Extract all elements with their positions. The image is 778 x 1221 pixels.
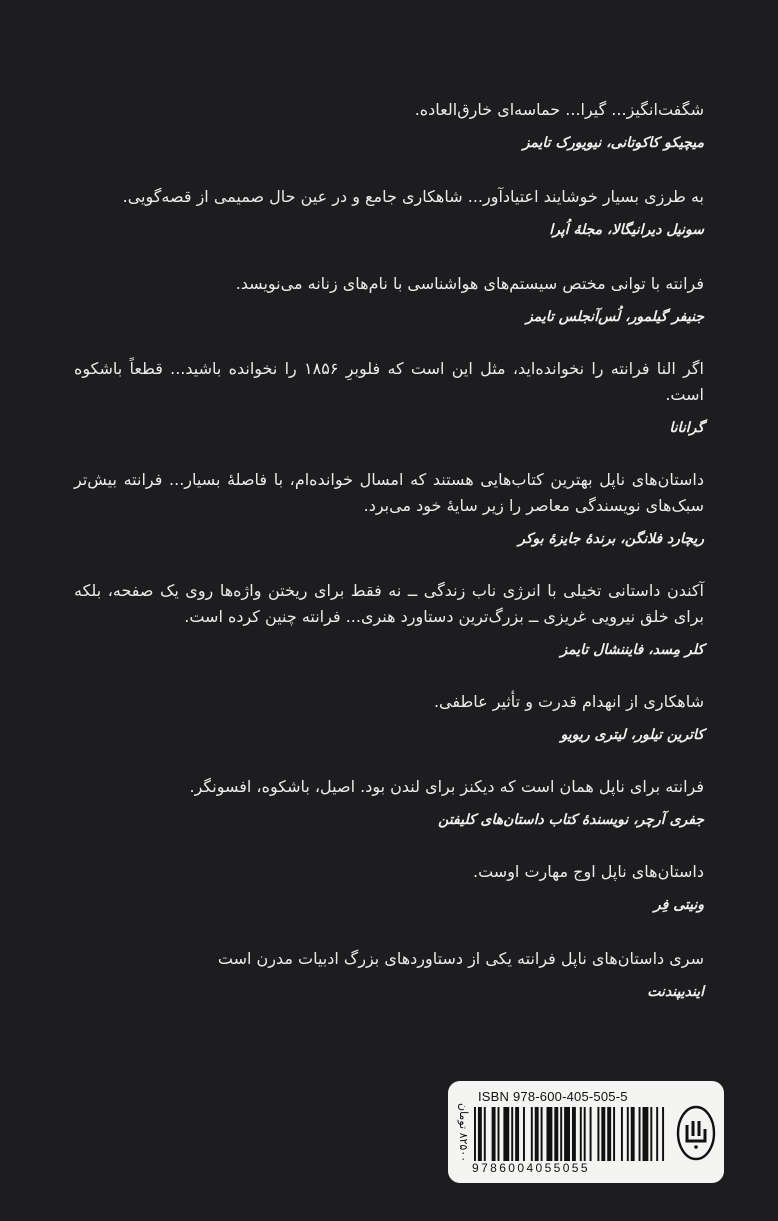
barcode-bar bbox=[656, 1107, 658, 1161]
barcode-bar bbox=[584, 1107, 586, 1161]
blurb-source: سونیل دیرانیگالا، مجلهٔ اُپرا bbox=[549, 222, 704, 238]
blurb bbox=[74, 467, 704, 550]
barcode-bar bbox=[503, 1107, 509, 1161]
blurb bbox=[74, 97, 704, 154]
blurb bbox=[74, 184, 704, 241]
barcode-bar bbox=[642, 1107, 648, 1161]
barcode-bar bbox=[572, 1107, 576, 1161]
barcode-bar bbox=[631, 1107, 635, 1161]
barcode-bar bbox=[613, 1107, 615, 1161]
blurb-quote: فرانته با توانی مختص سیستم‌های هواشناسی با نام‌های زنانه می‌نویسد. bbox=[235, 274, 704, 293]
barcode-bar bbox=[639, 1107, 641, 1161]
barcode-bar bbox=[580, 1107, 582, 1161]
blurb-source: گرانانا bbox=[669, 420, 704, 436]
blurb-quote: اگر النا فرانته را نخوانده‌اید، مثل این است که فلوبرِ ۱۸۵۶ را نخوانده باشید... قطعاً باشکوه است. bbox=[74, 359, 704, 404]
barcode-bar bbox=[531, 1107, 533, 1161]
barcode-bar bbox=[627, 1107, 629, 1161]
barcode-bar bbox=[607, 1107, 611, 1161]
blurb-quote: داستان‌های ناپل بهترین کتاب‌هایی هستند که امسال خوانده‌ام، با فاصلهٔ بسیار... فرانته بیش‌تر سبک‌های نویسندگی معاصر را زیر سایهٔ خود می‌برد. bbox=[74, 470, 704, 515]
barcode-bar bbox=[474, 1107, 476, 1161]
barcode-digits: 9786004055055 bbox=[472, 1161, 590, 1175]
blurb-source: کاترین تیلور، لیتری ریویو bbox=[560, 727, 704, 743]
blurb-quote: شگفت‌انگیز... گیرا... حماسه‌ای خارق‌العاده. bbox=[414, 100, 704, 119]
barcode-bar bbox=[478, 1107, 482, 1161]
barcode-bar bbox=[564, 1107, 570, 1161]
isbn-number: ISBN 978-600-405-505-5 bbox=[478, 1089, 628, 1104]
barcode-bar bbox=[511, 1107, 513, 1161]
barcode-bar bbox=[484, 1107, 486, 1161]
isbn-barcode-label bbox=[448, 1081, 724, 1183]
blurb-source: کلر مِسد، فایننشال تایمز bbox=[560, 642, 704, 658]
blurb-source: جنیفر گیلمور، لُس‌آنجلس تایمز bbox=[526, 309, 704, 325]
barcode-bar bbox=[560, 1107, 562, 1161]
blurb bbox=[74, 578, 704, 661]
blurb-source: ایندیپندنت bbox=[647, 984, 704, 1000]
blurb-quote: به طرزی بسیار خوشایند اعتیادآور... شاهکاری جامع و در عین حال صمیمی از قصه‌گویی. bbox=[122, 187, 704, 206]
barcode-bar bbox=[515, 1107, 519, 1161]
barcode-bar bbox=[597, 1107, 599, 1161]
blurb-quote: شاهکاری از انهدام قدرت و تأثیر عاطفی. bbox=[433, 692, 704, 711]
blurb-source: ونیتی فِر bbox=[653, 897, 704, 913]
publisher-logo-icon bbox=[676, 1105, 716, 1161]
barcode-bar bbox=[650, 1107, 652, 1161]
barcode-bar bbox=[621, 1107, 623, 1161]
blurb bbox=[74, 946, 704, 1003]
price-label: ۸۲۵۰۰ تومان bbox=[457, 1103, 470, 1163]
blurb-quote: آکندن داستانی تخیلی با انرژی ناب زندگی ــ نه فقط برای ریختن واژه‌ها روی یک صفحه، بلکه برای خلق نیرویی غریزی ــ بزرگ‌ترین دستاورد هنری... فرانته چنین کرده است. bbox=[74, 581, 704, 626]
barcode-bar bbox=[523, 1107, 525, 1161]
barcode-bar bbox=[601, 1107, 605, 1161]
barcode-bar bbox=[590, 1107, 592, 1161]
blurb-quote: فرانته برای ناپل همان است که دیکنز برای لندن بود. اصیل، باشکوه، افسونگر. bbox=[189, 777, 704, 796]
blurb-source: جفری آرچر، نویسندهٔ کتاب داستان‌های کلیفتن bbox=[438, 812, 704, 828]
barcode-bar bbox=[498, 1107, 500, 1161]
blurb bbox=[74, 774, 704, 831]
barcode-bar bbox=[662, 1107, 664, 1161]
blurb bbox=[74, 356, 704, 439]
barcode-bar bbox=[554, 1107, 558, 1161]
review-blurbs bbox=[74, 97, 704, 1003]
barcode-bar bbox=[546, 1107, 552, 1161]
blurb bbox=[74, 859, 704, 916]
blurb bbox=[74, 271, 704, 328]
blurb-quote: سری داستان‌های ناپل فرانته یکی از دستاوردهای بزرگ ادبیات مدرن است bbox=[217, 949, 704, 968]
barcode-bar bbox=[535, 1107, 539, 1161]
barcode bbox=[474, 1107, 666, 1161]
blurb-source: میچیکو کاکوتانی، نیویورک تایمز bbox=[522, 135, 704, 151]
blurb-source: ریچارد فلانگن، برندهٔ جایزهٔ بوکر bbox=[518, 531, 704, 547]
barcode-bar bbox=[541, 1107, 543, 1161]
barcode-bar bbox=[492, 1107, 496, 1161]
blurb-quote: داستان‌های ناپل اوج مهارت اوست. bbox=[473, 862, 704, 881]
blurb bbox=[74, 689, 704, 746]
